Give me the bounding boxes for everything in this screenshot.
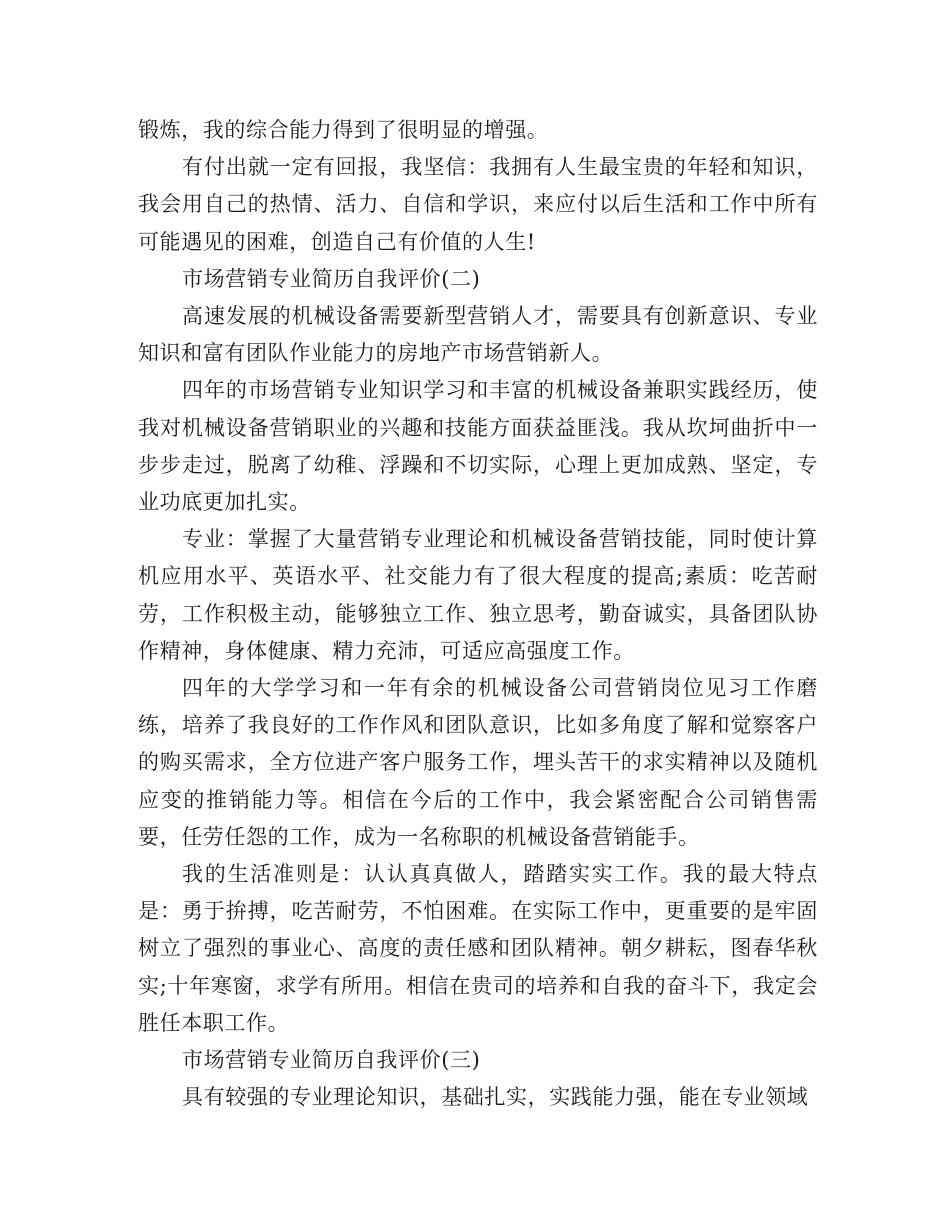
- paragraph-theory: 具有较强的专业理论知识，基础扎实，实践能力强，能在专业领域: [182, 1085, 809, 1110]
- document-body: [138, 112, 818, 1116]
- paragraph-experience: 四年的市场营销专业知识学习和丰富的机械设备兼职实践经历，使我对机械设备营销职业的兴趣和技能方面获益匪浅。我从坎坷曲折中一步步走过，脱离了幼稚、浮躁和不切实际，心理上更加成熟、坚定，专业功底更加扎实。: [138, 378, 818, 515]
- paragraph-principles: 我的生活准则是：认认真真做人，踏踏实实工作。我的最大特点是：勇于拚搏，吃苦耐劳，不怕困难。在实际工作中，更重要的是牢固树立了强烈的事业心、高度的责任感和团队精神。朝夕耕耘，图春华秋实;十年寒窗，求学有所用。相信在贵司的培养和自我的奋斗下，我定会胜任本职工作。: [138, 862, 818, 1035]
- paragraph-skills: 专业：掌握了大量营销专业理论和机械设备营销技能，同时使计算机应用水平、英语水平、社交能力有了很大程度的提高;素质：吃苦耐劳，工作积极主动，能够独立工作、独立思考，勤奋诚实，具备团队协作精神，身体健康、精力充沛，可适应高强度工作。: [138, 527, 818, 663]
- paragraph-conclusion: 有付出就一定有回报，我坚信：我拥有人生最宝贵的年轻和知识，我会用自己的热情、活力、自信和学识，来应付以后生活和工作中所有可能遇见的困难，创造自己有价值的人生!: [138, 155, 818, 254]
- paragraph-internship: 四年的大学学习和一年有余的机械设备公司营销岗位见习工作磨练，培养了我良好的工作作风和团队意识，比如多角度了解和觉察客户的购买需求，全方位进产客户服务工作，埋头苦干的求实精神以及随机应变的推销能力等。相信在今后的工作中，我会紧密配合公司销售需要，任劳任怨的工作，成为一名称职的机械设备营销能手。: [138, 676, 818, 849]
- section-heading-2: 市场营销专业简历自我评价(二): [182, 266, 481, 291]
- paragraph-intro: 高速发展的机械设备需要新型营销人才，需要具有创新意识、专业知识和富有团队作业能力的房地产市场营销新人。: [138, 304, 818, 366]
- section-heading-3: 市场营销专业简历自我评价(三): [182, 1048, 481, 1073]
- paragraph-continuation: 锻炼，我的综合能力得到了很明显的增强。: [138, 118, 549, 142]
